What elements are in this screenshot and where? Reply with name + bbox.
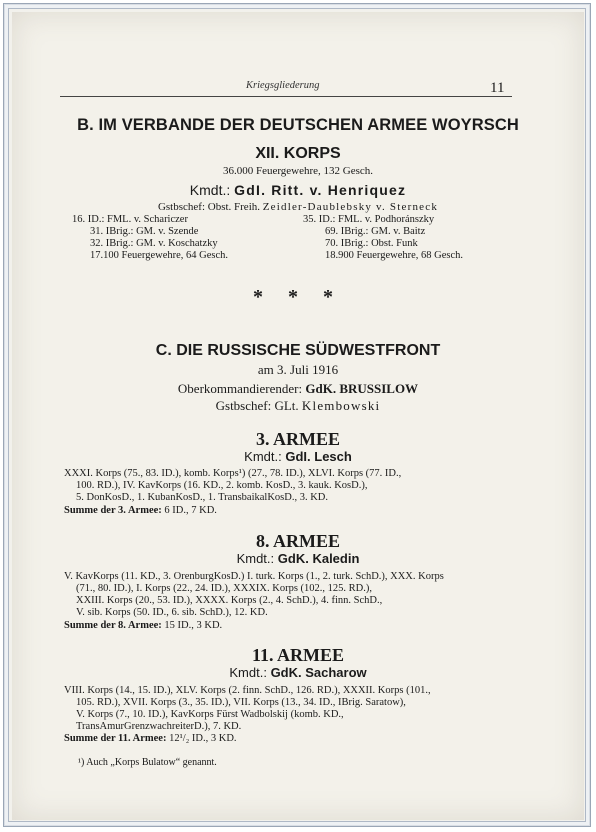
gst-value: Klembowski bbox=[301, 398, 381, 413]
army-line: V. KavKorps (11. KD., 3. OrenburgKosD.) I. turk. Korps (1., 2. turk. SchD.), XXX. Korps bbox=[64, 571, 444, 582]
army-commander bbox=[0, 449, 596, 464]
kmdt-value: GdK. Sacharow bbox=[270, 665, 367, 680]
right-col-line: 35. ID.: FML. v. Podhoránszky bbox=[303, 214, 435, 225]
summe-label: Summe der 8. Armee: bbox=[64, 620, 162, 631]
corps-commander bbox=[0, 182, 596, 198]
left-col-line: 17.100 Feuergewehre, 64 Gesch. bbox=[90, 250, 229, 261]
corps-heading: XII. KORPS bbox=[255, 145, 341, 162]
army-total bbox=[64, 620, 222, 631]
army-line: V. Korps (7., 10. ID.), KavKorps Fürst Wadbolskij (komb. KD., bbox=[76, 709, 344, 720]
army-line: XXIII. Korps (20., 53. ID.), XXXX. Korps (2., 4. SchD.), 4. finn. SchD., bbox=[76, 595, 383, 606]
army-commander bbox=[0, 665, 596, 680]
gst-value: Zeidler-Daublebsky v. Sterneck bbox=[262, 201, 439, 213]
army-line: 100. RD.), IV. KavKorps (16. KD., 2. komb. KosD., 3. kauk. KosD.), bbox=[76, 480, 368, 491]
kmdt-label: Kmdt.: bbox=[244, 449, 282, 464]
right-col-line: 70. IBrig.: Obst. Funk bbox=[325, 238, 418, 249]
kmdt-value: GdI. Ritt. v. Henriquez bbox=[234, 182, 407, 198]
right-col-line: 69. IBrig.: GM. v. Baitz bbox=[325, 226, 426, 237]
corps-chief-of-staff bbox=[0, 201, 596, 213]
kmdt-value: GdK. Kaledin bbox=[277, 551, 360, 566]
army-line: (71., 80. ID.), I. Korps (22., 24. ID.), XXXIX. Korps (102., 125. RD.), bbox=[76, 583, 373, 594]
summe-value: 12¹/₂ ID., 3 KD. bbox=[169, 733, 237, 744]
army-total bbox=[64, 505, 217, 516]
ober-label: Oberkommandierender: bbox=[177, 381, 303, 396]
section-separator: * * * bbox=[253, 286, 343, 308]
running-header: Kriegsgliederung bbox=[246, 80, 320, 91]
left-col-line: 32. IBrig.: GM. v. Koschatzky bbox=[90, 238, 218, 249]
section-c-date: am 3. Juli 1916 bbox=[257, 362, 339, 377]
footnote: ¹) Auch „Korps Bulatow“ genannt. bbox=[78, 757, 217, 768]
summe-label: Summe der 3. Armee: bbox=[64, 505, 162, 516]
gst-label: Gstbschef: Obst. Freih. bbox=[157, 201, 260, 213]
summe-value: 15 ID., 3 KD. bbox=[164, 620, 223, 631]
front-commander bbox=[0, 381, 596, 397]
kmdt-value: GdI. Lesch bbox=[285, 449, 352, 464]
army-heading: 11. ARMEE bbox=[251, 645, 344, 665]
kmdt-label: Kmdt.: bbox=[189, 182, 231, 198]
right-col-line: 18.900 Feuergewehre, 68 Gesch. bbox=[325, 250, 464, 261]
army-line: 5. DonKosD., 1. KubanKosD., 1. TransbaikalKosD., 3. KD. bbox=[76, 492, 328, 503]
gst-label: Gstbschef: GLt. bbox=[215, 398, 299, 413]
army-line: V. sib. Korps (50. ID., 6. sib. SchD.), 12. KD. bbox=[76, 607, 268, 618]
section-c-heading: C. DIE RUSSISCHE SÜDWESTFRONT bbox=[155, 342, 441, 359]
ober-value: GdK. BRUSSILOW bbox=[305, 381, 419, 396]
army-line: XXXI. Korps (75., 83. ID.), komb. Korps¹) (27., 78. ID.), XLVI. Korps (77. ID., bbox=[64, 468, 402, 479]
army-line: TransAmurGrenzwachreiterD.), 7. KD. bbox=[76, 721, 242, 732]
summe-label: Summe der 11. Armee: bbox=[64, 733, 167, 744]
army-heading: 8. ARMEE bbox=[255, 531, 340, 551]
summe-value: 6 ID., 7 KD. bbox=[164, 505, 217, 516]
army-commander bbox=[0, 551, 596, 566]
front-chief-of-staff bbox=[0, 398, 596, 414]
page-number: 11 bbox=[490, 80, 505, 96]
corps-strength: 36.000 Feuergewehre, 132 Gesch. bbox=[222, 165, 374, 177]
left-col-line: 16. ID.: FML. v. Schariczer bbox=[72, 214, 188, 225]
section-b-heading: B. IM VERBANDE DER DEUTSCHEN ARMEE WOYRSCH bbox=[77, 116, 519, 134]
kmdt-label: Kmdt.: bbox=[236, 551, 275, 566]
army-total bbox=[64, 733, 237, 744]
header-rule bbox=[60, 96, 512, 97]
army-heading: 3. ARMEE bbox=[255, 429, 340, 449]
kmdt-label: Kmdt.: bbox=[229, 665, 267, 680]
army-line: VIII. Korps (14., 15. ID.), XLV. Korps (2. finn. SchD., 126. RD.), XXXII. Korps (101., bbox=[64, 685, 431, 696]
army-line: 105. RD.), XVII. Korps (3., 35. ID.), VII. Korps (13., 34. ID., IBrig. Saratow), bbox=[76, 697, 406, 708]
left-col-line: 31. IBrig.: GM. v. Szende bbox=[90, 226, 199, 237]
